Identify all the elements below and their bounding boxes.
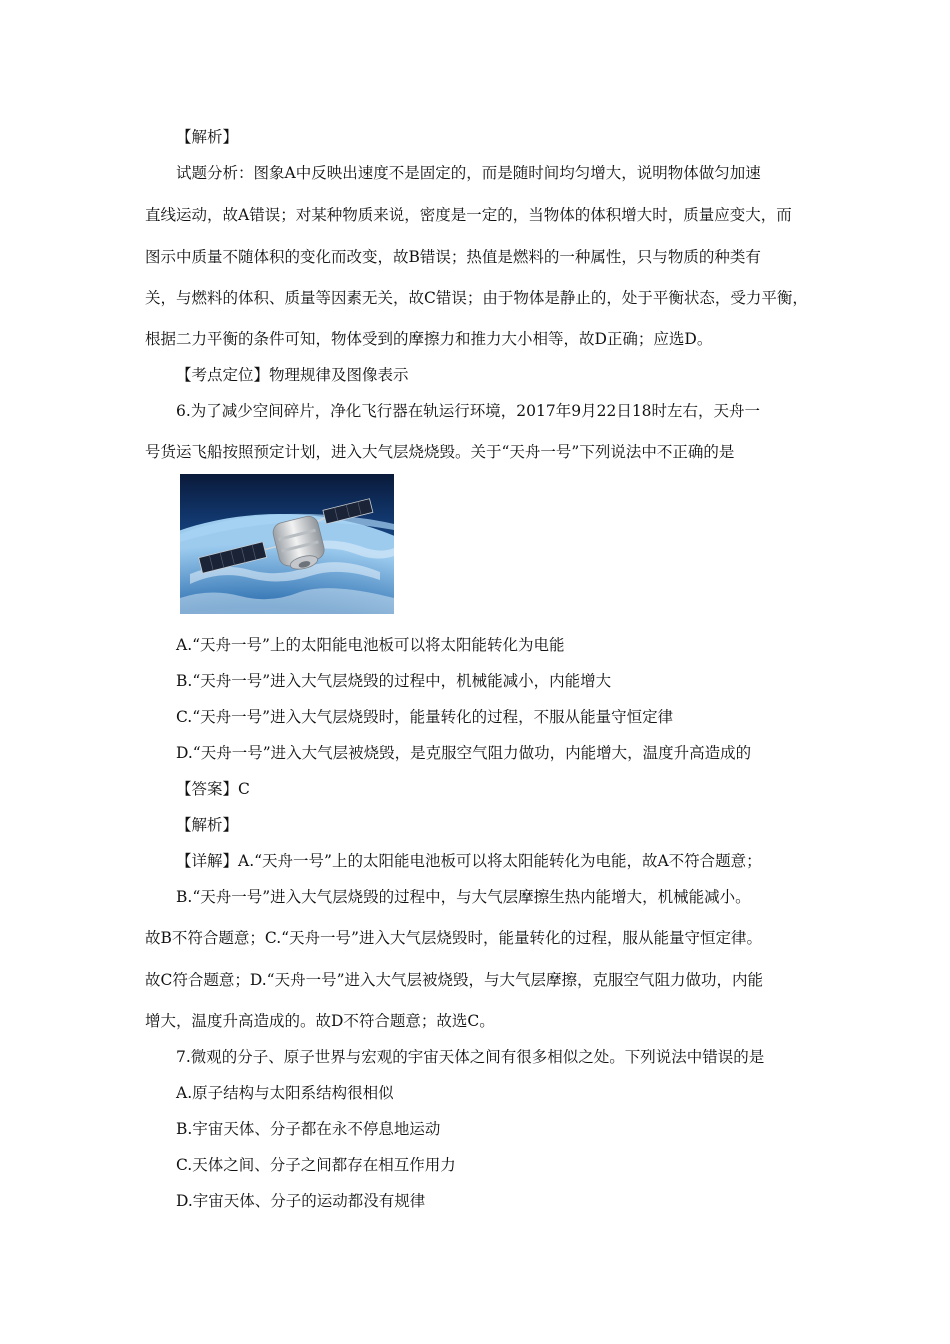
- question-6-stem: 号货运飞船按照预定计划，进入大气层烧烧毁。关于“天舟一号”下列说法中不正确的是: [145, 443, 735, 461]
- question-6-stem: 6.为了减少空间碎片，净化飞行器在轨运行环境，2017年9月22日18时左右，天舟一: [176, 402, 761, 420]
- option-d: D.宇宙天体、分子的运动都没有规律: [176, 1192, 426, 1210]
- answer-line: 【答案】C: [176, 780, 250, 798]
- analysis-text-line: 图示中质量不随体积的变化而改变，故B错误；热值是燃料的一种属性，只与物质的种类有: [145, 248, 761, 266]
- detail-text-line: 【详解】A.“天舟一号”上的太阳能电池板可以将太阳能转化为电能，故A不符合题意；: [176, 852, 762, 870]
- option-a: A.“天舟一号”上的太阳能电池板可以将太阳能转化为电能: [176, 636, 565, 654]
- analysis-text-line: 关，与燃料的体积、质量等因素无关，故C错误；由于物体是静止的，处于平衡状态，受力平衡，: [145, 289, 808, 307]
- option-d: D.“天舟一号”进入大气层被烧毁，是克服空气阻力做功，内能增大，温度升高造成的: [176, 744, 752, 762]
- analysis-heading: 【解析】: [176, 816, 239, 834]
- detail-text-line: 故C符合题意；D.“天舟一号”进入大气层被烧毁，与大气层摩擦，克服空气阻力做功，内能: [145, 971, 764, 989]
- analysis-text-line: 试题分析：图象A中反映出速度不是固定的，而是随时间均匀增大，说明物体做匀加速: [176, 164, 761, 182]
- question-7-stem: 7.微观的分子、原子世界与宏观的宇宙天体之间有很多相似之处。下列说法中错误的是: [176, 1048, 765, 1066]
- option-b: B.宇宙天体、分子都在永不停息地运动: [176, 1120, 441, 1138]
- analysis-text-line: 根据二力平衡的条件可知，物体受到的摩擦力和推力大小相等，故D正确；应选D。: [145, 330, 713, 348]
- analysis-text-line: 直线运动，故A错误；对某种物质来说，密度是一定的，当物体的体积增大时，质量应变大，而: [145, 206, 792, 224]
- spacecraft-image: [180, 474, 394, 614]
- detail-text-line: 故B不符合题意；C.“天舟一号”进入大气层烧毁时，能量转化的过程，服从能量守恒定律。: [145, 929, 762, 947]
- detail-text-line: B.“天舟一号”进入大气层烧毁的过程中，与大气层摩擦生热内能增大，机械能减小。: [176, 888, 751, 906]
- option-a: A.原子结构与太阳系结构很相似: [176, 1084, 394, 1102]
- option-b: B.“天舟一号”进入大气层烧毁的过程中，机械能减小，内能增大: [176, 672, 612, 690]
- analysis-heading: 【解析】: [176, 128, 239, 146]
- detail-text-line: 增大，温度升高造成的。故D不符合题意；故选C。: [145, 1012, 495, 1030]
- option-c: C.“天舟一号”进入大气层烧毁时，能量转化的过程，不服从能量守恒定律: [176, 708, 674, 726]
- option-c: C.天体之间、分子之间都存在相互作用力: [176, 1156, 456, 1174]
- knowledge-point: 【考点定位】物理规律及图像表示: [176, 366, 409, 384]
